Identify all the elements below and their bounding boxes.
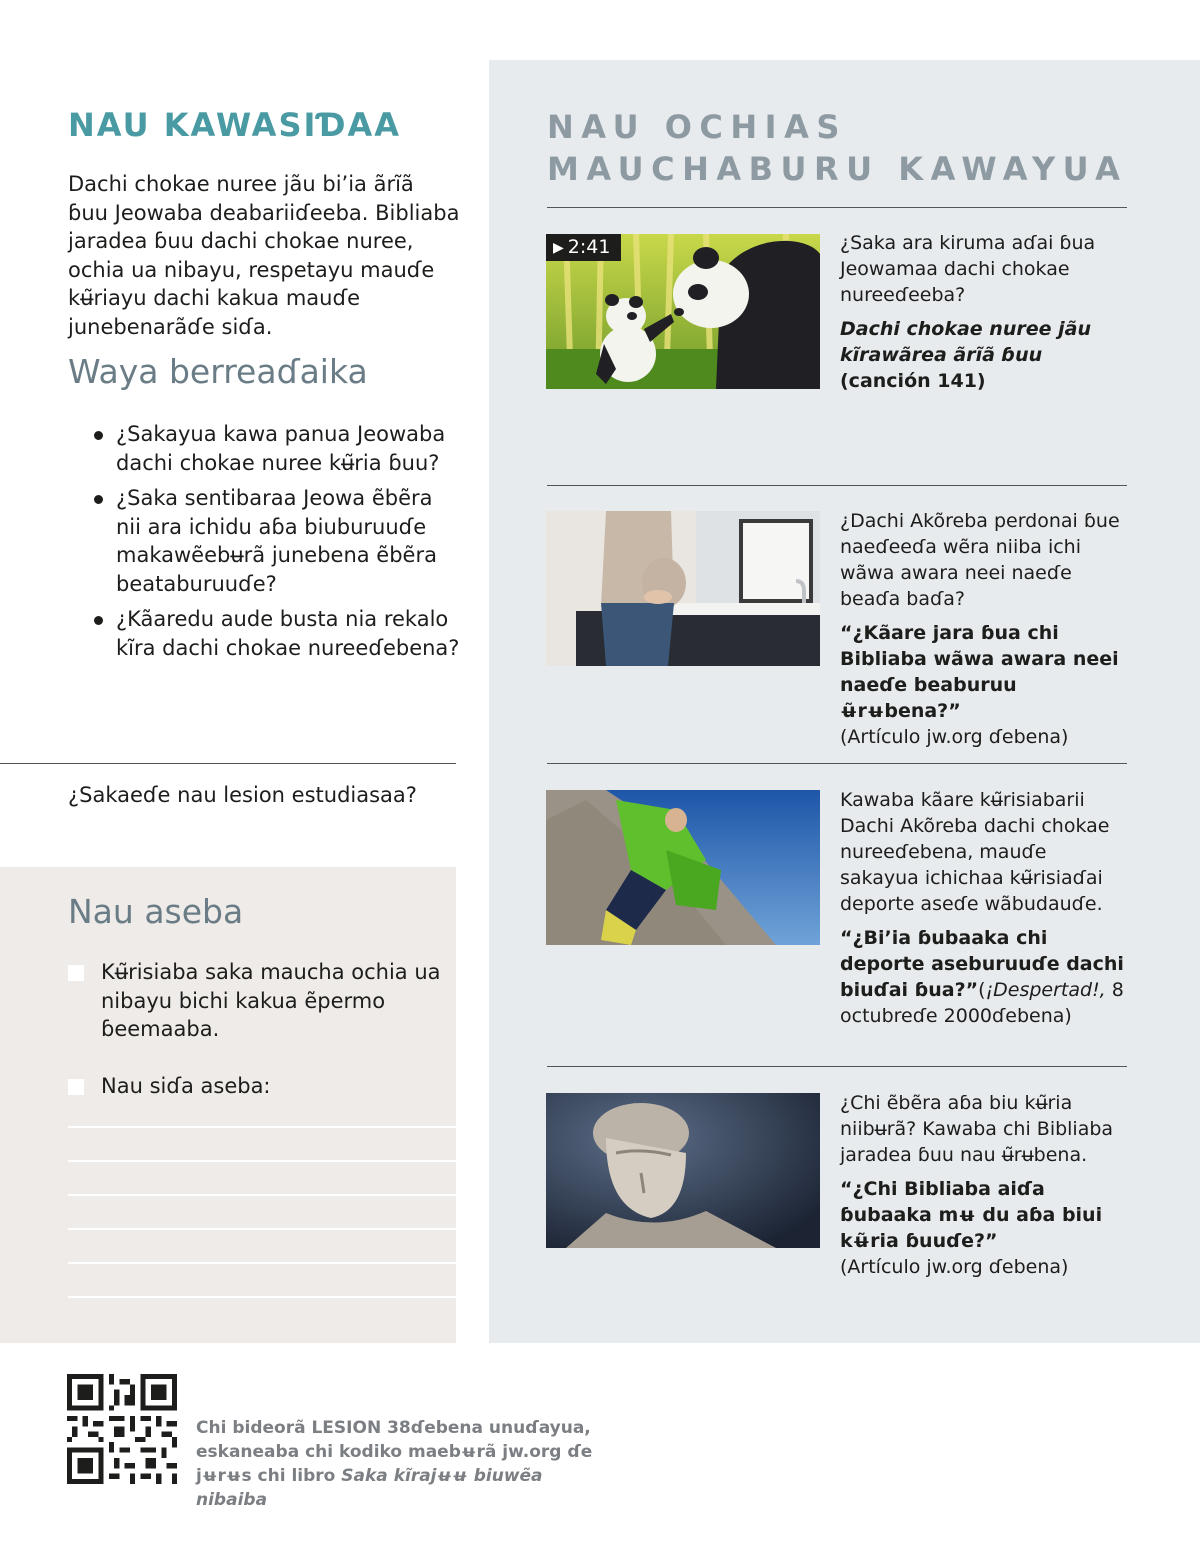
explore-link-title[interactable]: “¿Kãare jara ɓua chi Bibliaba wãwa awara neei naeɗe beaburuu ʉ̃rʉbena?” [840, 622, 1119, 722]
pregnant-woman-photo [546, 511, 820, 666]
explore-source: (canción 141) [840, 370, 986, 392]
writing-line[interactable] [68, 1160, 456, 1162]
divider [547, 485, 1127, 486]
rock-climber-image[interactable] [546, 790, 820, 945]
goal-title: Nau aseba [68, 892, 244, 931]
video-duration: 2:41 [567, 236, 611, 258]
divider [547, 763, 1127, 764]
goal-box [0, 867, 456, 1343]
goal-checkbox[interactable] [68, 1079, 84, 1095]
explore-reference [840, 925, 1130, 1029]
goal-item-text: Nau siɗa aseba: [101, 1074, 271, 1098]
studied-question: ¿Sakaeɗe nau lesion estudiasaa? [68, 783, 417, 807]
writing-line[interactable] [68, 1296, 456, 1298]
explore-item-text [840, 1090, 1130, 1280]
explore-link-title[interactable]: “¿Chi Bibliaba aiɗa ɓubaaka mʉ du aɓa biui kʉ̃ria ɓuuɗe?” [840, 1178, 1103, 1252]
video-duration-badge [546, 234, 621, 261]
explore-source: (Artículo jw.org ɗebena) [840, 726, 1069, 748]
intro-paragraph: Dachi chokae nuree jãu bi’ia ãrĩã ɓuu Jeowaba deabariiɗeeba. Bibliaba jaradea ɓuu dachi chokae nuree, ochia ua nibayu, respetayu mauɗe kʉ̃riayu dachi kakua mauɗe junebenarãɗe siɗa. [68, 172, 460, 339]
explore-question: ¿Chi ẽbẽra aɓa biu kʉ̃ria niibʉrã? Kawaba chi Bibliaba jaradea ɓuu nau ʉ̃rʉbena. [840, 1092, 1114, 1166]
section-title-objective: NAU KAWASIƊAA [68, 106, 402, 144]
writing-line[interactable] [68, 1228, 456, 1230]
review-question: ¿Saka sentibaraa Jeowa ẽbẽra nii ara ichidu aɓa biuburuuɗe makawẽebʉrã junebena ẽbẽra beataburuuɗe? [90, 484, 460, 598]
book-title: Saka kĩrajʉʉ biuwẽa nibaiba [196, 1466, 543, 1510]
writing-line[interactable] [68, 1262, 456, 1264]
divider [547, 1066, 1127, 1067]
explore-link-title[interactable]: “¿Bi’ia ɓubaaka chi deporte aseburuuɗe dachi biuɗai ɓua?” [840, 927, 1124, 1001]
explore-question: Kawaba kãare kʉ̃risiabarii Dachi Akõreba dachi chokae nureeɗebena, mauɗe sakayua ichichaa kʉ̃risiaɗai deporte aseɗe wãbudauɗe. [840, 789, 1110, 915]
explore-question: ¿Dachi Akõreba perdonai ɓue naeɗeeɗa wẽra niiba ichi wãwa awara neei naeɗe beaɗa baɗa? [840, 510, 1120, 610]
goal-item-text: Kʉ̃risiaba saka maucha ochia ua nibayu bichi kakua ẽpermo ɓeemaaba. [101, 960, 441, 1041]
writing-line[interactable] [68, 1126, 456, 1128]
footer-line: eskaneaba chi kodiko maebʉrã jw.org ɗe [196, 1442, 593, 1462]
pregnant-woman-image[interactable] [546, 511, 820, 666]
footer-line: Chi bideorã LESION 38ɗebena unuɗayua, [196, 1418, 591, 1438]
explore-question: ¿Saka ara kiruma aɗai ɓua Jeowamaa dachi chokae nureeɗeeba? [840, 232, 1096, 306]
explore-source: (Artículo jw.org ɗebena) [840, 1256, 1069, 1278]
section-title-line: NAU OCHIAS [547, 108, 847, 146]
explore-item-text [840, 230, 1130, 394]
explore-item-text [840, 508, 1130, 750]
qr-code[interactable] [67, 1374, 177, 1484]
footer-line [196, 1464, 616, 1512]
footer-text: jʉrʉs chi libro [196, 1466, 342, 1486]
review-questions-list [90, 420, 460, 669]
section-title-line: MAUCHABURU KAWAYUA [547, 150, 1128, 188]
explore-source: 8 octubreɗe 2000ɗebena) [840, 979, 1124, 1027]
explore-link-title[interactable]: Dachi chokae nuree jãu kĩrawãrea ãrĩã ɓuu [840, 318, 1091, 366]
footer-note [196, 1416, 616, 1512]
explore-item-text [840, 787, 1130, 1029]
section-title-explore [547, 106, 1127, 190]
divider [547, 207, 1127, 208]
divider [0, 763, 456, 764]
review-title: Waya berreaɗaika [68, 352, 368, 391]
play-icon: ▶ [553, 240, 564, 256]
marble-statue-photo [546, 1093, 820, 1248]
explore-source: ( [978, 979, 986, 1001]
writing-line[interactable] [68, 1194, 456, 1196]
review-question: ¿Kãaredu aude busta nia rekalo kĩra dachi chokae nureeɗebena? [90, 605, 460, 662]
explore-source-publication: ¡Despertad!, [985, 979, 1106, 1001]
rock-climber-photo [546, 790, 820, 945]
review-question: ¿Sakayua kawa panua Jeowaba dachi chokae nuree kʉ̃ria ɓuu? [90, 420, 460, 477]
statue-image[interactable] [546, 1093, 820, 1248]
goal-checkbox[interactable] [68, 965, 84, 981]
